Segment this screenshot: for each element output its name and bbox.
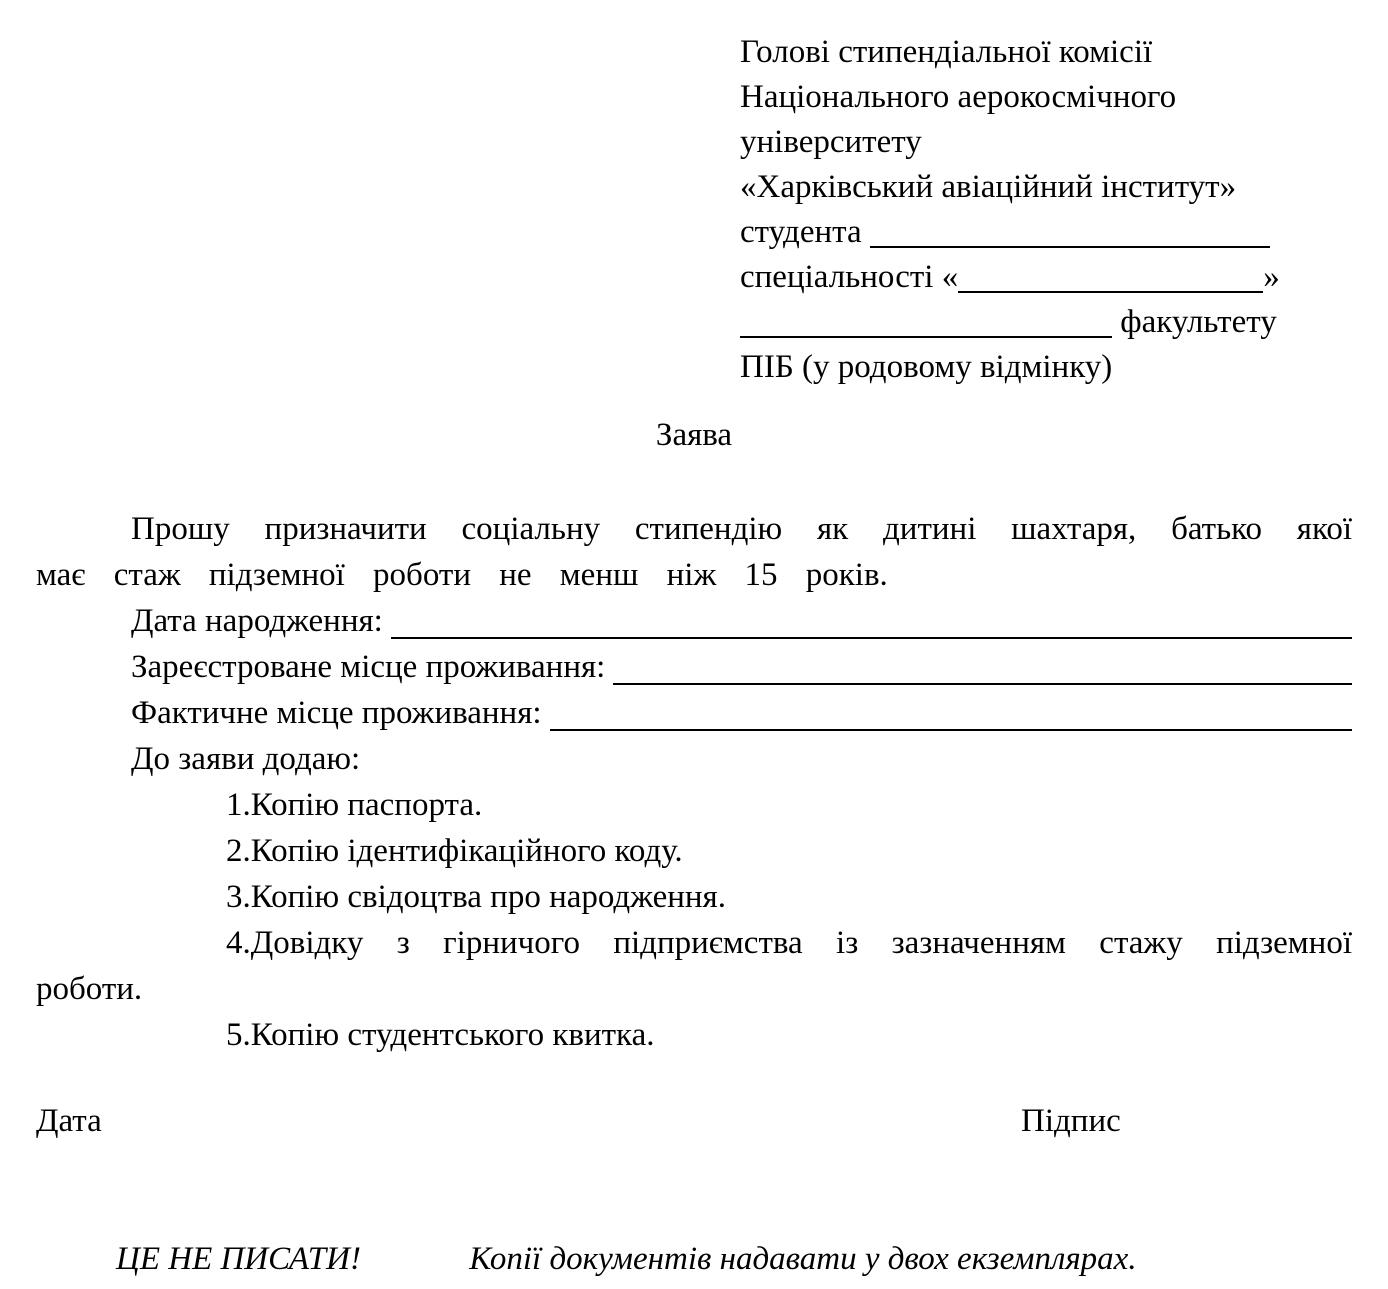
signature-label: Підпис (1021, 1103, 1121, 1139)
attachments-intro: До заяви додаю: (131, 741, 361, 777)
recipient-block (740, 30, 1356, 390)
item-text: Копію свідоцтва про народження. (250, 879, 726, 915)
student-name-blank (870, 244, 1270, 248)
specialty-blank (958, 289, 1263, 293)
date-signature-row (36, 1098, 1352, 1144)
recipient-line-4: «Харківський авіаційний інститут» (740, 169, 1237, 205)
specialty-label: спеціальності « (740, 259, 959, 295)
birth-date-blank (391, 637, 1352, 639)
pib-note: ПІБ (у родовому відмінку) (740, 349, 1113, 385)
item-text: Копію ідентифікаційного коду. (250, 833, 683, 869)
specialty-close-quote: » (1263, 259, 1280, 295)
actual-address-blank (550, 729, 1352, 731)
faculty-blank (740, 334, 1112, 338)
registered-address-field (131, 644, 1352, 690)
copies-note: Копії документів надавати у двох екземплярах. (469, 1241, 1137, 1277)
footer-note (116, 1236, 1352, 1282)
recipient-line-3: університету (740, 124, 922, 160)
item-text: Копію паспорта. (250, 787, 483, 823)
actual-address-label: Фактичне місце проживання: (131, 695, 542, 731)
student-line (740, 210, 1356, 255)
recipient-line-1: Голові стипендіальної комісії (740, 34, 1153, 70)
item-number: 4. (226, 925, 251, 961)
item-number: 5. (226, 1017, 251, 1053)
student-label: студента (740, 214, 862, 250)
item-text: Копію студентського квитка. (250, 1017, 655, 1053)
date-label: Дата (36, 1103, 102, 1139)
item-text: Довідку з гірничого підприємства із зазначенням стажу підземної роботи. (36, 925, 1352, 1007)
actual-address-field (131, 690, 1352, 736)
document-title: Заява (655, 417, 733, 453)
attachment-item-2 (36, 828, 1352, 874)
birth-date-field (131, 598, 1352, 644)
faculty-line (740, 300, 1356, 345)
attachment-item-3 (36, 874, 1352, 920)
request-paragraph: Прошу призначити соціальну стипендію як дитині шахтаря, батько якої має стаж підземної роботи не менш ніж 15 років. (36, 511, 1352, 593)
item-number: 3. (226, 879, 251, 915)
attachment-item-5 (36, 1012, 1352, 1058)
item-number: 1. (226, 787, 251, 823)
birth-date-label: Дата народження: (131, 603, 383, 639)
faculty-label: факультету (1120, 304, 1277, 340)
recipient-line-2: Національного аерокосмічного (740, 79, 1177, 115)
registered-address-label: Зареєстроване місце проживання: (131, 649, 606, 685)
specialty-line (740, 255, 1356, 300)
attachment-item-4 (36, 920, 1352, 1012)
item-number: 2. (226, 833, 251, 869)
do-not-write-warning: ЦЕ НЕ ПИСАТИ! (116, 1241, 361, 1277)
attachment-item-1 (36, 782, 1352, 828)
registered-address-blank (613, 683, 1352, 685)
